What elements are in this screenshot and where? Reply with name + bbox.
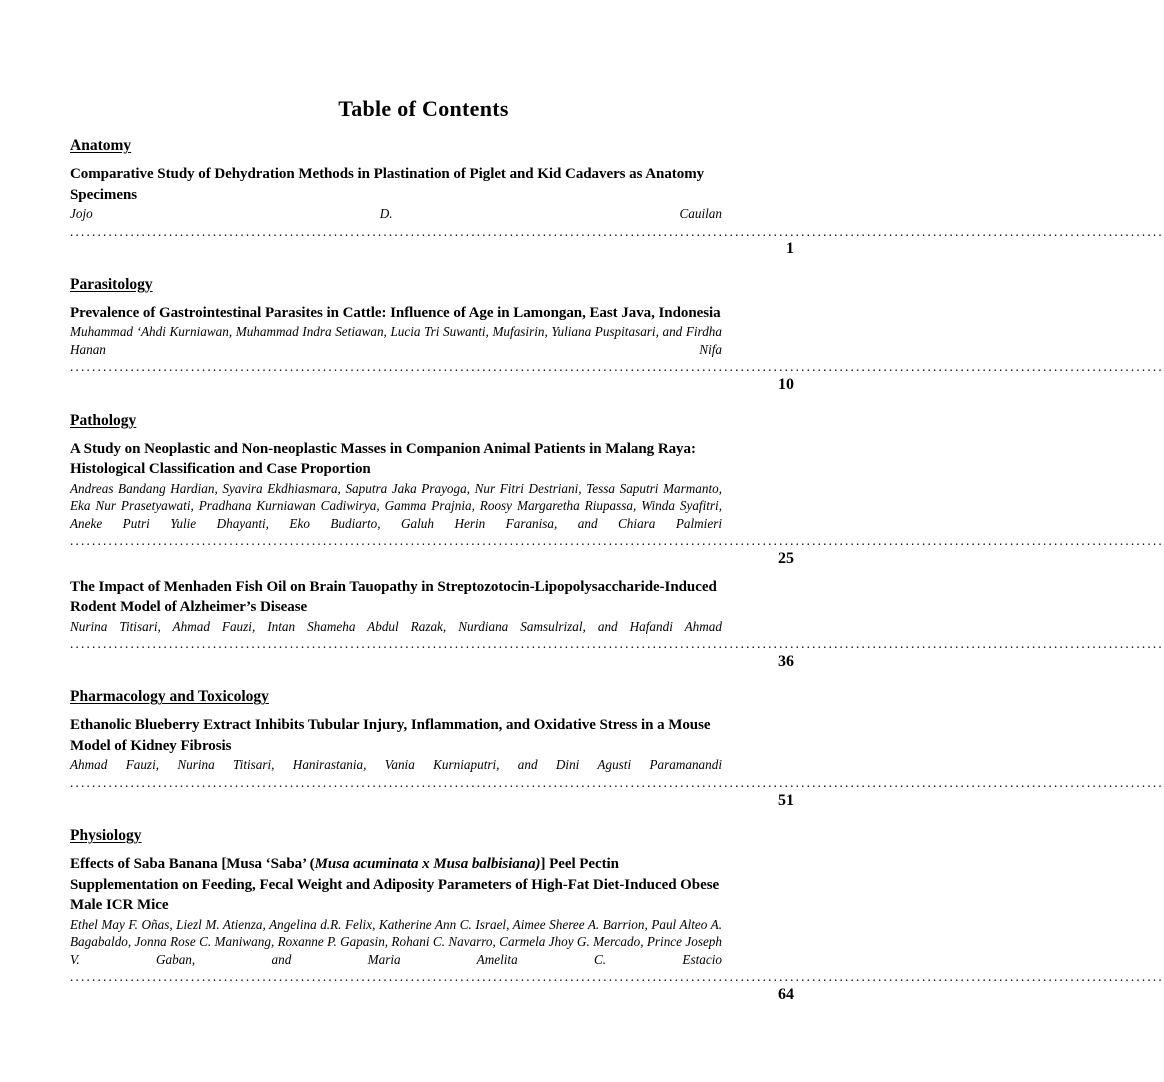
leader-dots: ....................................................................................................................................................................................................... <box>70 533 1164 549</box>
entry-list <box>70 439 1164 671</box>
section-heading: Parasitology <box>70 275 153 293</box>
page-number[interactable]: 1 <box>786 240 794 258</box>
page-number[interactable]: 51 <box>778 791 794 809</box>
page-number[interactable]: 36 <box>778 652 794 670</box>
entry-list <box>70 303 1164 394</box>
authors-text: Andreas Bandang Hardian, Syavira Ekdhiasmara, Saputra Jaka Prayoga, Nur Fitri Destriani, Tessa Saputri Marmanto, Eka Nur Prasetyawati, Pradhana Kurniawan Cadiwirya, Gamma Prajnia, Roosy Margaretha Riupassa, Winda Syafitri, Aneke Putri Yulie Dhayanti, Eko Budiarto, Galuh Herin Faranisa, and Chiara Palmieri <box>70 480 722 531</box>
leader-dots: ....................................................................................................................................................................................................... <box>70 359 1164 375</box>
toc-section <box>70 826 1164 1004</box>
authors-text: Jojo D. Cauilan <box>70 206 722 221</box>
section-heading: Pharmacology and Toxicology <box>70 688 269 706</box>
authors-text: Nurina Titisari, Ahmad Fauzi, Intan Shameha Abdul Razak, Nurdiana Samsulrizal, and Hafandi Ahmad <box>70 618 722 634</box>
section-heading: Physiology <box>70 827 142 845</box>
toc-section <box>70 275 1164 394</box>
entry-authors <box>70 480 1164 568</box>
page-number[interactable]: 25 <box>778 550 794 568</box>
section-heading: Pathology <box>70 411 137 429</box>
page-number[interactable]: 10 <box>778 376 794 394</box>
toc-entry[interactable] <box>70 577 1164 671</box>
entry-list <box>70 715 1164 809</box>
entry-list <box>70 854 1164 1004</box>
entry-title[interactable]: Comparative Study of Dehydration Methods in Plastination of Piglet and Kid Cadavers as Anatomy Specimens <box>70 166 705 203</box>
toc-section <box>70 687 1164 809</box>
authors-text: Ahmad Fauzi, Nurina Titisari, Hanirastania, Vania Kurniaputri, and Dini Agusti Paramanandi <box>70 757 722 773</box>
leader-dots: ....................................................................................................................................................................................................... <box>70 223 1164 239</box>
toc-entry[interactable] <box>70 439 1164 568</box>
entry-title[interactable]: A Study on Neoplastic and Non-neoplastic Masses in Companion Animal Patients in Malang Raya: Histological Classification and Case Proportion <box>70 440 696 478</box>
entry-authors <box>70 618 1164 671</box>
entry-authors <box>70 756 1164 809</box>
page-number[interactable]: 64 <box>778 986 794 1004</box>
entry-title[interactable]: The Impact of Menhaden Fish Oil on Brain Tauopathy in Streptozotocin-Lipopolysaccharide-Induced Rodent Model of Alzheimer’s Disease <box>70 578 717 616</box>
page-title: Table of Contents <box>338 96 509 121</box>
entry-title[interactable]: Ethanolic Blueberry Extract Inhibits Tubular Injury, Inflammation, and Oxidative Stress in a Mouse Model of Kidney Fibrosis <box>70 717 711 754</box>
leader-dots: ....................................................................................................................................................................................................... <box>70 969 1164 985</box>
leader-dots: ....................................................................................................................................................................................................... <box>70 636 1164 652</box>
entry-list <box>70 164 1164 258</box>
toc-entry[interactable] <box>70 303 1164 394</box>
toc-entry[interactable] <box>70 854 1164 1004</box>
entry-title[interactable]: Prevalence of Gastrointestinal Parasites in Cattle: Influence of Age in Lamongan, East Java, Indonesia <box>70 304 721 321</box>
toc-entry[interactable] <box>70 715 1164 809</box>
entry-title[interactable]: Effects of Saba Banana [Musa ‘Saba’ (Musa acuminata x Musa balbisiana)] Peel Pectin Supplementation on Feeding, Fecal Weight and Adiposity Parameters of High-Fat Diet-Induced Obese Male ICR Mice <box>70 856 720 914</box>
authors-text: Muhammad ʻAhdi Kurniawan, Muhammad Indra Setiawan, Lucia Tri Suwanti, Mufasirin, Yuliana Puspitasari, and Firdha Hanan Nifa <box>70 324 722 357</box>
leader-dots: ....................................................................................................................................................................................................... <box>70 775 1164 790</box>
toc-entry[interactable] <box>70 164 1164 258</box>
toc-section <box>70 411 1164 671</box>
entry-authors <box>70 205 1164 258</box>
authors-text: Ethel May F. Oñas, Liezl M. Atienza, Angelina d.R. Felix, Katherine Ann C. Israel, Aimee Sheree A. Barrion, Paul Alteo A. Bagabaldo, Jonna Rose C. Maniwang, Roxanne P. Gapasin, Rohani C. Navarro, Carmela Jhoy G. Mercado, Prince Joseph V. Gaban, and Maria Amelita C. Estacio <box>70 916 722 967</box>
toc-sections-container <box>70 136 1164 1004</box>
section-heading: Anatomy <box>70 137 132 154</box>
entry-authors <box>70 916 1164 1004</box>
toc-section <box>70 136 1164 258</box>
entry-authors <box>70 323 1164 394</box>
